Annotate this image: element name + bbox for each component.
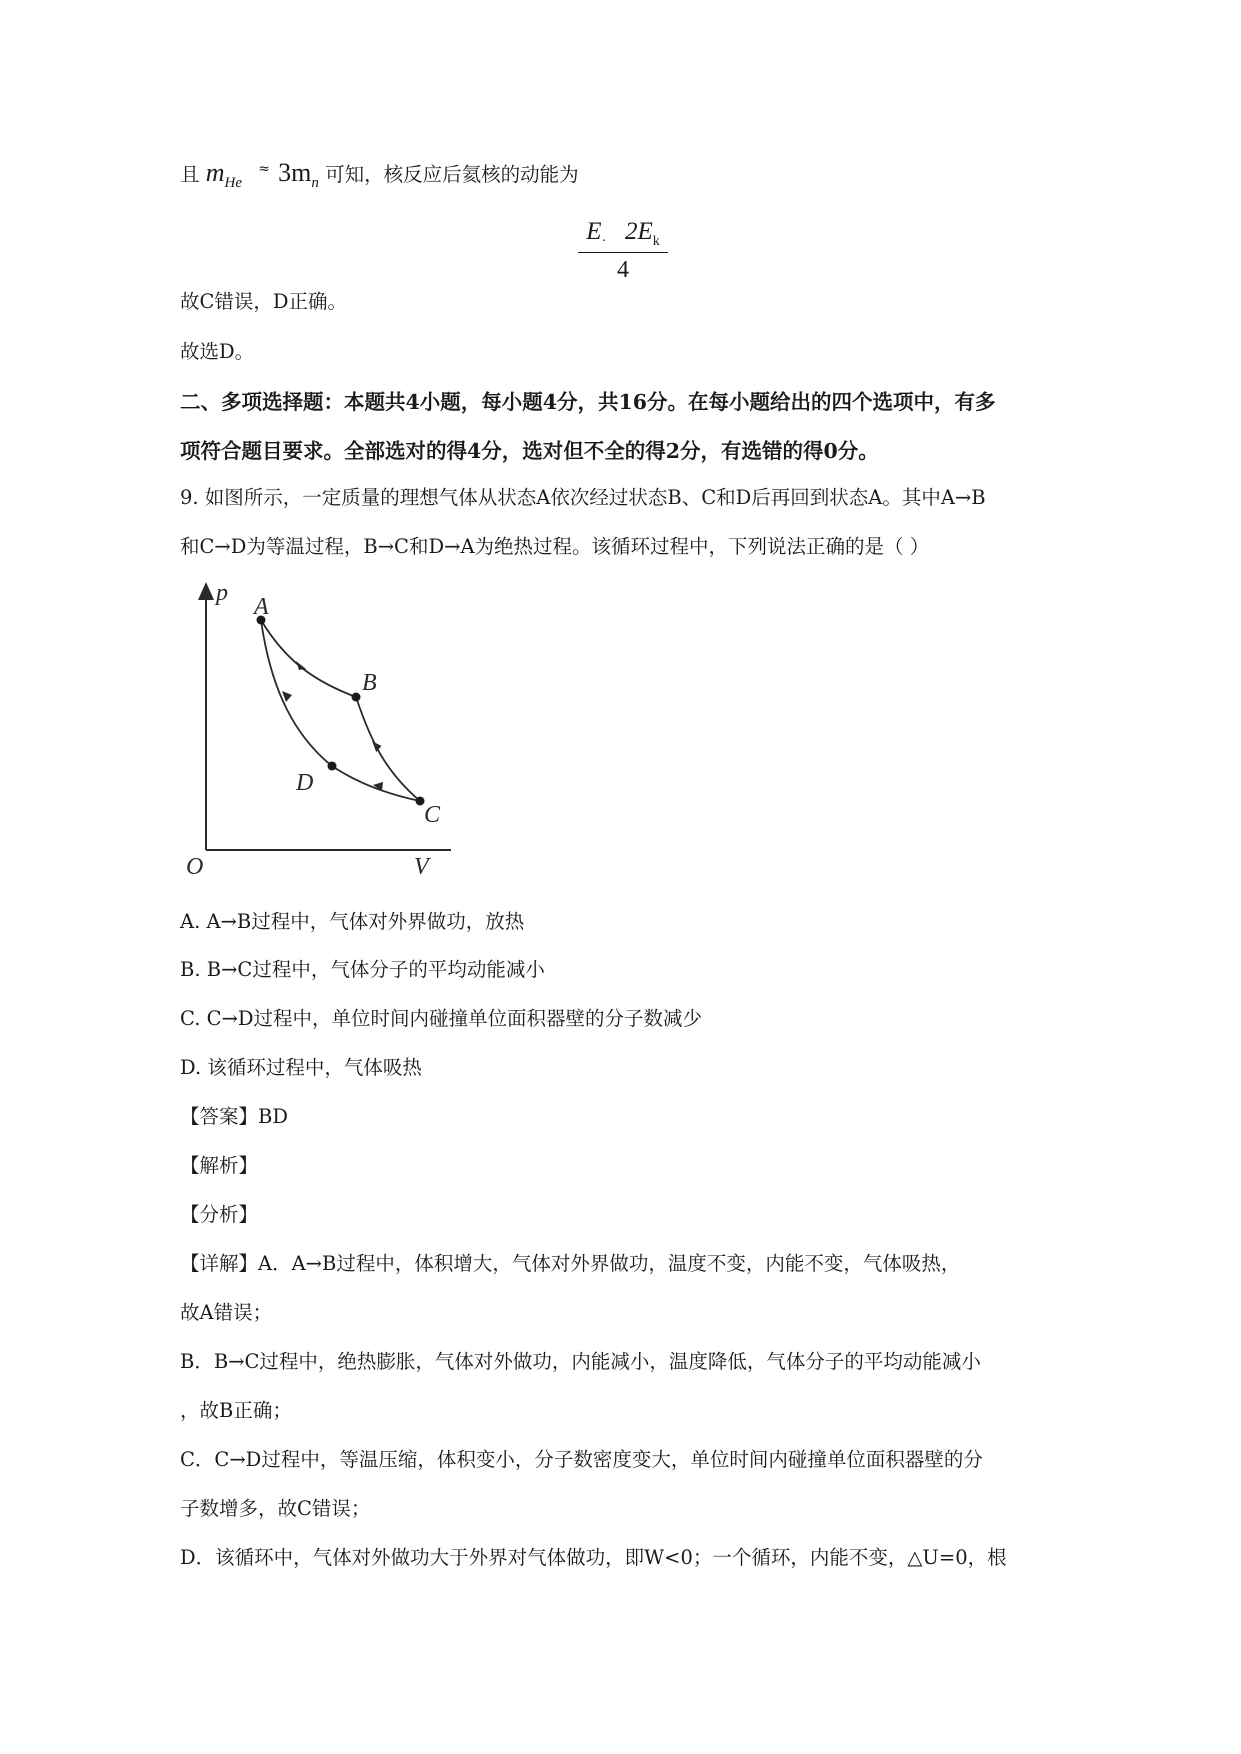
detail-line-3: B．B→C过程中，绝热膨胀，气体对外做功，内能减小，温度降低，气体分子的平均动能减小: [180, 1350, 981, 1373]
answer-line: 【答案】BD: [180, 1105, 288, 1128]
point-b: [352, 693, 361, 702]
detail-line-2: 故A错误；: [180, 1301, 273, 1324]
option-d: D. 该循环过程中，气体吸热: [180, 1056, 422, 1079]
detail-line-5: C．C→D过程中，等温压缩，体积变小，分子数密度变大，单位时间内碰撞单位面积器壁的分: [180, 1448, 983, 1471]
label-d: D: [296, 770, 314, 796]
fraction-numerator: $E_\cdot$ $2E_k$: [578, 218, 668, 253]
label-a: A: [254, 594, 269, 620]
math-m-he: $m_{He}$: [205, 158, 242, 191]
text-line-conclusion: 故C错误，D正确。: [180, 290, 348, 313]
pv-diagram: [186, 582, 486, 882]
label-b: B: [362, 670, 377, 696]
curve-a-to-b: [261, 620, 356, 697]
analysis-heading: 【解析】: [180, 1154, 259, 1177]
fraction-denominator: 4: [617, 257, 629, 283]
origin-label: O: [186, 854, 204, 880]
section-heading-line-2: 项符合题目要求。全部选对的得4分，选对但不全的得2分，有选错的得0分。: [180, 439, 879, 463]
text-suffix: 可知，核反应后氦核的动能为: [325, 163, 579, 186]
text-prefix: 且: [180, 163, 200, 186]
point-d: [328, 762, 337, 771]
math-3m-n: $3m_n$: [278, 158, 319, 191]
analysis-subheading: 【分析】: [180, 1203, 259, 1226]
section-heading-line-1: 二、多项选择题：本题共4小题，每小题4分，共16分。在每小题给出的四个选项中，有多: [180, 390, 996, 414]
arrow-b-c: [370, 741, 382, 753]
option-b: B. B→C过程中，气体分子的平均动能减小: [180, 958, 545, 981]
option-a: A. A→B过程中，气体对外界做功，放热: [180, 910, 525, 933]
math-fraction: [578, 218, 668, 284]
question-line-2: 和C→D为等温过程，B→C和D→A为绝热过程。该循环过程中，下列说法正确的是（ ）: [180, 535, 930, 558]
detail-line-7: D．该循环中，气体对外做功大于外界对气体做功，即W<0；一个循环，内能不变，△U=0，根: [180, 1546, 1007, 1569]
y-axis-label: p: [216, 582, 228, 606]
question-line-1: 9. 如图所示，一定质量的理想气体从状态A依次经过状态B、C和D后再回到状态A。其中A→B: [180, 486, 986, 509]
detail-line-1: 【详解】A．A→B过程中，体积增大，气体对外界做功，温度不变，内能不变，气体吸热，: [180, 1252, 961, 1275]
x-axis-label: V: [414, 854, 429, 880]
label-c: C: [424, 802, 441, 828]
detail-line-4: ，故B正确；: [180, 1399, 292, 1422]
arrow-a-b: [296, 661, 306, 670]
text-line-intro: [180, 160, 579, 191]
text-line-choice: 故选D。: [180, 340, 255, 363]
math-approx-symbol: ≈: [258, 161, 270, 177]
curve-b-to-c: [356, 697, 420, 801]
curve-c-to-d: [332, 766, 420, 801]
option-c: C. C→D过程中，单位时间内碰撞单位面积器壁的分子数减少: [180, 1007, 703, 1030]
curve-d-to-a: [261, 620, 332, 766]
detail-line-6: 子数增多，故C错误；: [180, 1497, 371, 1520]
